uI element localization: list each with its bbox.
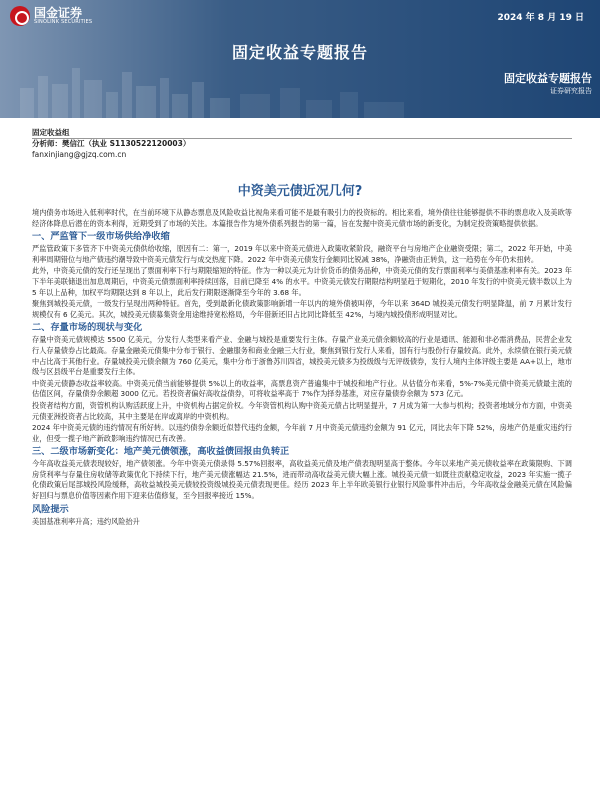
report-date: 2024 年 8 月 19 日 (497, 13, 584, 23)
body-paragraph: 中资美元债静态收益率较高。中资美元债当前能够提供 5%以上的收益率，高票息资产普遍集中于城投和地产行业。从估值分布来看，5%-7%美元债中资美元债最主流的估值区间，存量债券余额超 3000 亿元。若投资者偏好高收益债券，可将收益率高于 7%作为择券基准，对应存量债券余额为 573 亿元。 (32, 378, 572, 399)
body-paragraph: 今年高收益美元债表现较好，地产债领涨。今年中资美元债录得 5.57%回报率，高收益美元债及地产债表现明显高于整体。今年以来地产美元债收益率在政策限购、下调房贷利率与存量住房收储等政策优化下持续下行，地产美元债涨幅达 21.5%，进而带动高收益美元债大幅上涨。城投美元债一如既往贡献稳定收益，2023 年实施一揽子化债政策后尾部城投风险缓释，高收益城投美元债较投资级城投美元债表现更佳。经历 2023 年上半年欧美银行业银行风险事件冲击后，今年高收益金融美元债在风险偏好回归与票息价值等因素作用下迎来估值修复，至今回报率接近 15%。 (32, 459, 572, 501)
body-paragraph: 投资者结构方面，资管机构认购活跃度上升，中资机构占据定价权。今年资管机构认购中资美元债占比明显提升，7 月成为第一大参与机构；投资者地域分布方面，中资美元债亚洲投资者占比较高，其中主要是在岸或离岸的中资机构。 (32, 400, 572, 421)
section-heading: 一、严监管下一级市场供给净收缩 (32, 231, 170, 243)
logo-mark-icon (10, 6, 30, 26)
analyst-name: 分析师：樊信江（执业 S1130522120003） (32, 139, 191, 148)
banner-title: 固定收益专题报告 (231, 43, 368, 62)
team-name: 固定收益组 (32, 128, 70, 137)
report-category-label: 证券研究报告 (550, 87, 592, 95)
intro-paragraph: 境内债务市场进入低利率时代，在当前环境下从静态票息及风险收益比视角来看可能不是最有吸引力的投资标的。相比来看，境外债往往能够提供不菲的票息收入及美欧等经济体降息后潜在的资本利得，近期受到了市场的关注。本篇报告作为境外债系列报告的第一篇，旨在发掘中资美元债市场的新变化，为制定投资策略提供依据。 (32, 208, 572, 228)
logo-name-en: SINOLINK SECURITIES (34, 18, 93, 25)
divider (32, 138, 572, 139)
analyst-email[interactable]: fanxinjiang@gjzq.com.cn (32, 150, 127, 159)
company-logo (10, 6, 92, 26)
report-type-label: 固定收益专题报告 (504, 72, 592, 85)
body-paragraph: 2024 年中资美元债的违约情况有所好转。以违约债券余额近似替代违约金额，今年前 7 月中资美元债违约金额为 91 亿元，同比去年下降 52%，房地产仍是重灾违约行业，但受一揽子地产新政影响违约情况已有改善。 (32, 423, 572, 443)
section-heading: 二、存量市场的现状与变化 (32, 322, 143, 334)
section-heading: 风险提示 (32, 503, 69, 515)
report-banner (0, 0, 600, 118)
body-paragraph: 存量中资美元债规模达 5500 亿美元，分发行人类型来看产业、金融与城投是重要发行主体。存量产业美元债余额较高的行业是通讯、能源和非必需消费品，民营企业发行人存量债券占比最高。存量金融美元债集中分布于银行、金融服务和商业金融三大行业，聚焦到银行发行人来看，国有行与股份行存量较高。此外，永续债在银行美元债中占比高于其他行业。存量城投美元债余额为 760 亿美元，集中分布于浙鲁苏川四省，城投美元债多为投级级与无评级债券，发行人境内主体评级主要是 AA+以上，地市级与区县级平台是重要发行主体。 (32, 335, 572, 377)
section-heading: 三、二级市场新变化：地产美元债领涨，高收益债回报由负转正 (32, 446, 290, 458)
body-paragraph: 美国基准利率升高；违约风险抬升 (32, 516, 140, 526)
author-block (32, 127, 190, 160)
logo-name-cn: 国金证券 (34, 5, 83, 20)
body-paragraph: 严监管政策下多管齐下中资美元债供给收缩，原因有二：第一，2019 年以来中资美元债进入政策收紧阶段，融资平台与房地产企业融资受限；第二，2022 年开始，中美利率周期错位与地产债违约潮导致中资美元债发行与成交热度下降。2022 年中资美元债发行金额同比锐减 38%，净融资由正转负，这一趋势在今年仍未扭转。 (32, 244, 572, 264)
body-paragraph: 此外，中资美元债的发行还呈现出了票面利率下行与期限缩短的特征。作为一种以美元为计价货币的债务品种，中资美元债的发行票面利率与美债基准利率有关。2023 年下半年美联储退出加息周期后，中资美元债票面利率持续回落，目前已降至 4% 的水平。中资美元债发行期限结构明显趋于短期化，2010 年发行的中资美元债半数以上为 5 年以上品种，加权平均期限达到 8 年以上，此后发行期限逐渐降至今年的 3.68 年。 (32, 266, 572, 297)
skyline-graphic (0, 58, 600, 118)
page-title: 中资美元债近况几何? (237, 184, 363, 199)
report-body (32, 208, 572, 528)
body-paragraph: 聚焦到城投美元债，一级发行呈现出两种特征。首先，受到最新化债政策影响新增一年以内的境外债被叫停，今年以来 364D 城投美元债发行明显降温，前 7 月累计发行规模仅有 6 亿美元。其次，城投美元债募集资金用途维持宽松格局，今年借新还旧占比同比降低至 42%，与境内城投债形成明显对比。 (32, 299, 572, 319)
